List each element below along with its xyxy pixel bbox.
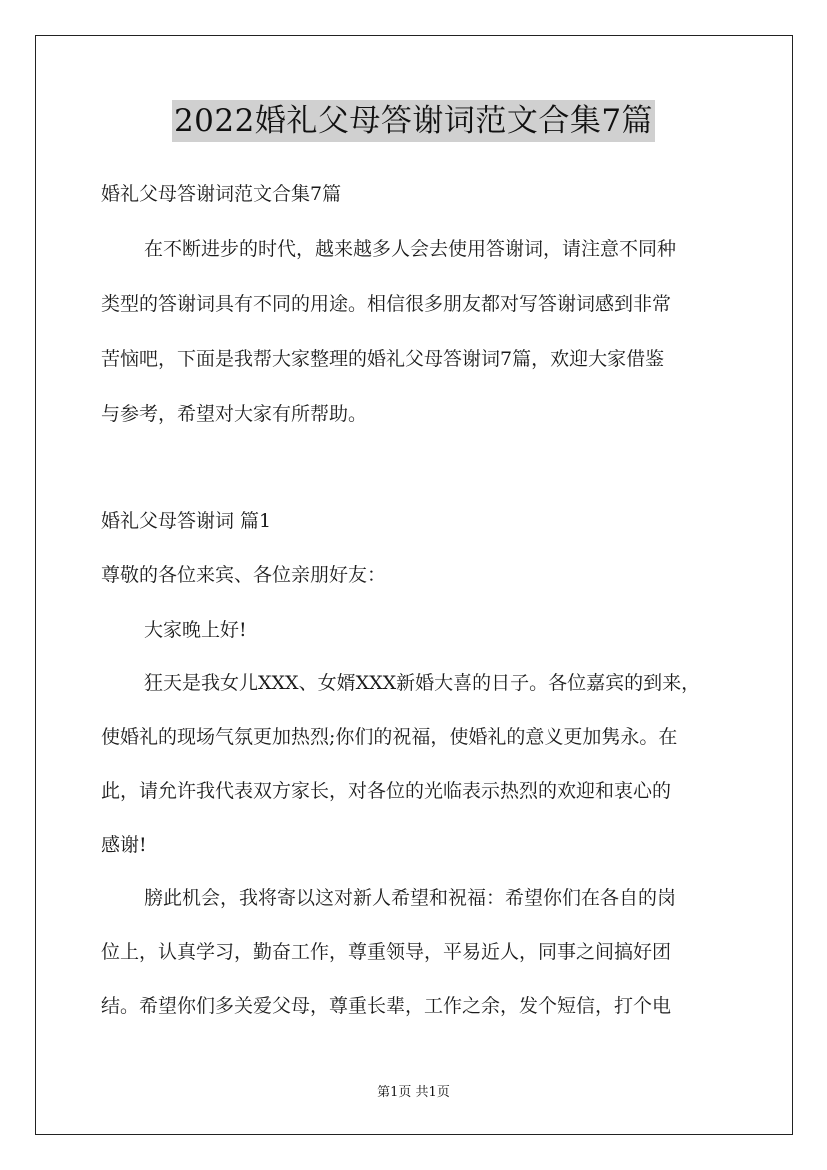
salutation: 尊敬的各位来宾、各位亲朋好友：	[101, 564, 387, 586]
paragraph-line: 此，请允许我代表双方家长，对各位的光临表示热烈的欢迎和衷心的	[101, 780, 672, 802]
title-container	[0, 100, 827, 142]
intro-line: 在不断进步的时代，越来越多人会去使用答谢词，请注意不同种	[144, 238, 677, 260]
paragraph-line: 结。希望你们多关爱父母，尊重长辈，工作之余，发个短信，打个电	[101, 995, 672, 1017]
section-heading: 婚礼父母答谢词 篇1	[101, 510, 272, 532]
document-subtitle: 婚礼父母答谢词范文合集7篇	[101, 183, 342, 205]
paragraph-line: 感谢!	[101, 834, 147, 856]
intro-line: 与参考，希望对大家有所帮助。	[101, 403, 368, 425]
page-footer: 第1页 共1页	[377, 1085, 450, 1100]
paragraph-line: 位上，认真学习，勤奋工作，尊重领导，平易近人，同事之间搞好团	[101, 941, 672, 963]
greeting: 大家晚上好!	[144, 619, 247, 641]
intro-line: 类型的答谢词具有不同的用途。相信很多朋友都对写答谢词感到非常	[101, 293, 672, 315]
paragraph-line: 狂天是我女儿XXX、女婿XXX新婚大喜的日子。各位嘉宾的到来，	[144, 672, 701, 694]
paragraph-line: 膀此机会，我将寄以这对新人希望和祝福：希望你们在各自的岗	[144, 887, 677, 909]
intro-line: 苦恼吧，下面是我帮大家整理的婚礼父母答谢词7篇，欢迎大家借鉴	[101, 348, 665, 370]
paragraph-line: 使婚礼的现场气氛更加热烈;你们的祝福，使婚礼的意义更加隽永。在	[101, 726, 678, 748]
document-title: 2022婚礼父母答谢词范文合集7篇	[172, 100, 655, 142]
